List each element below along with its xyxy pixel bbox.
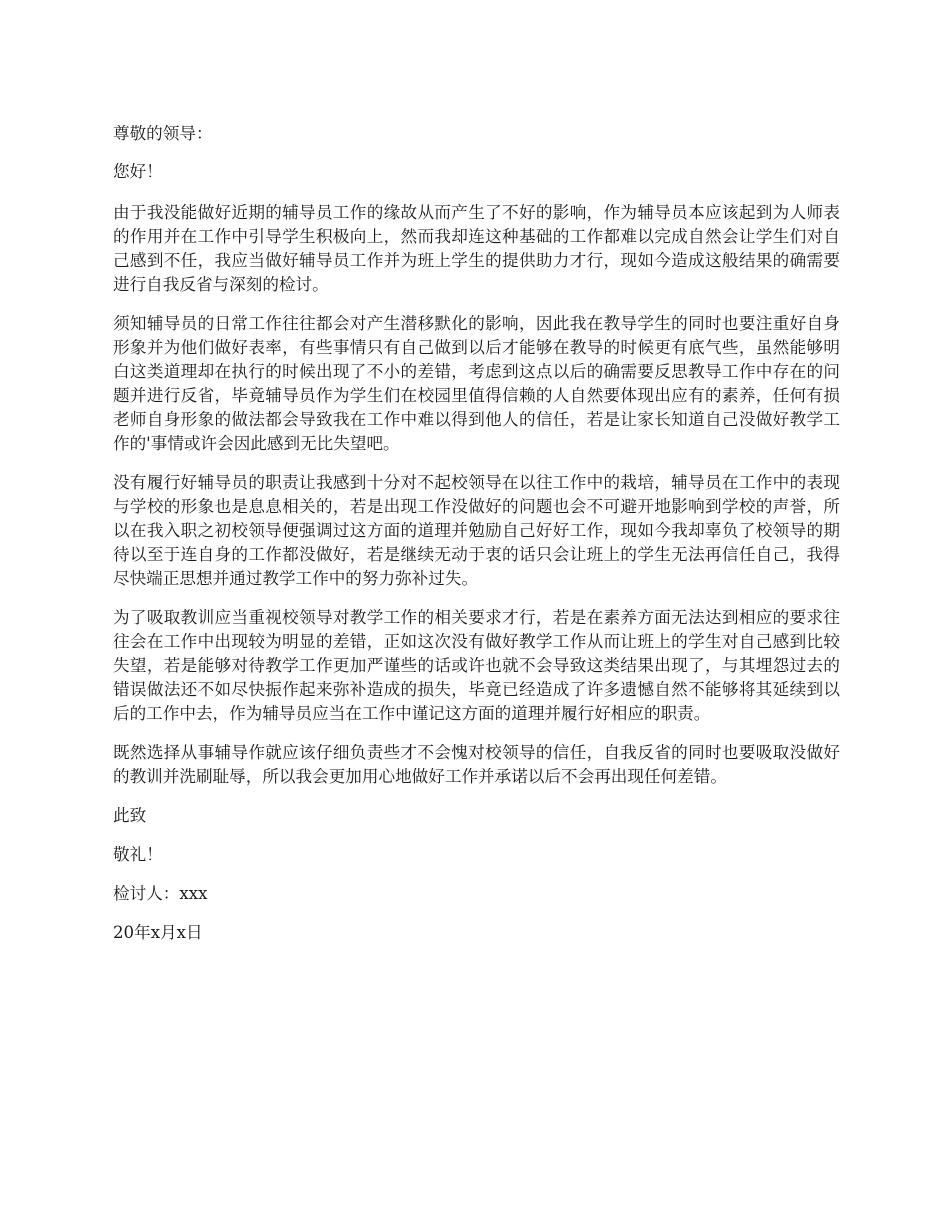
signature: 检讨人：xxx [113,884,208,903]
closing-salute: 此致 [113,806,147,825]
closing-respect: 敬礼！ [113,845,163,864]
paragraph-4: 为了吸取教训应当重视校领导对教学工作的相关要求才行，若是在素养方面无法达到相应的要求往往会在工作中出现较为明显的差错，正如这次没有做好教学工作从而让班上的学生对自己感到比较失望，若是能够对待教学工作更加严谨些的话或许也就不会导致这类结果出现了，与其埋怨过去的错误做法还不如尽快振作起来弥补造成的损失，毕竟已经造成了许多遗憾自然不能够将其延续到以后的工作中去，作为辅导员应当在工作中谨记这方面的道理并履行好相应的职责。 [113,608,840,723]
date: 20年x月x日 [113,923,203,942]
greeting: 您好！ [113,162,163,181]
paragraph-3: 没有履行好辅导员的职责让我感到十分对不起校领导在以往工作中的栽培，辅导员在工作中的表现与学校的形象也是息息相关的，若是出现工作没做好的问题也会不可避开地影响到学校的声誉，所以在我入职之初校领导便强调过这方面的道理并勉励自己好好工作，现如今我却辜负了校领导的期待以至于连自身的工作都没做好，若是继续无动于衷的话只会让班上的学生无法再信任自己，我得尽快端正思想并通过教学工作中的努力弥补过失。 [113,473,840,588]
paragraph-2: 须知辅导员的日常工作往往都会对产生潜移默化的影响，因此我在教导学生的同时也要注重好自身形象并为他们做好表率，有些事情只有自己做到以后才能够在教导的时候更有底气些，虽然能够明白这类道理却在执行的时候出现了不小的差错，考虑到这点以后的确需要反思教导工作中存在的问题并进行反省，毕竟辅导员作为学生们在校园里值得信赖的人自然要体现出应有的素养，任何有损老师自身形象的做法都会导致我在工作中难以得到他人的信任，若是让家长知道自己没做好教学工作的'事情或许会因此感到无比失望吧。 [113,314,840,453]
paragraph-5: 既然选择从事辅导作就应该仔细负责些才不会愧对校领导的信任，自我反省的同时也要吸取没做好的教训并洗刷耻辱，所以我会更加用心地做好工作并承诺以后不会再出现任何差错。 [113,743,840,786]
letter-document [113,122,840,960]
salutation: 尊敬的领导： [113,124,213,143]
paragraph-1: 由于我没能做好近期的辅导员工作的缘故从而产生了不好的影响，作为辅导员本应该起到为人师表的作用并在工作中引导学生积极向上，然而我却连这种基础的工作都难以完成自然会让学生们对自己感到不任，我应当做好辅导员工作并为班上学生的提供助力才行，现如今造成这般结果的确需要进行自我反省与深刻的检讨。 [113,203,840,294]
